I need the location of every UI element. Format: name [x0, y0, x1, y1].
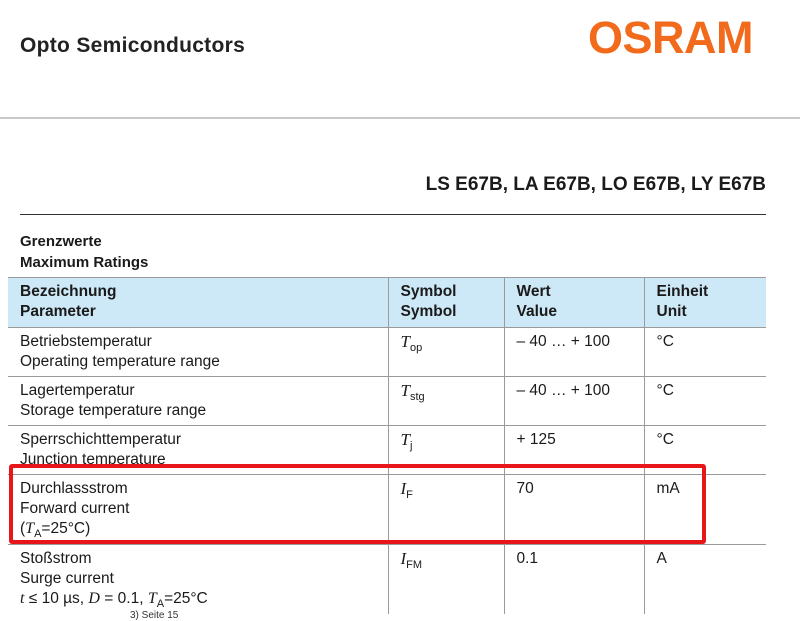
- parameter-cell: Sperrschichttemperatur Junction temperature: [8, 426, 388, 475]
- footnote-reference: 3) Seite 15: [130, 610, 179, 621]
- symbol-cell: $T_j$: [388, 426, 504, 475]
- unit-cell: mA: [644, 475, 766, 545]
- col-header-value: Wert Value: [504, 278, 644, 328]
- osram-logo: OSRAM: [588, 12, 753, 63]
- title-divider: [20, 214, 766, 215]
- col-header-symbol: Symbol Symbol: [388, 278, 504, 328]
- value-cell: – 40 … + 100: [504, 328, 644, 377]
- parameter-cell: Lagertemperatur Storage temperature range: [8, 377, 388, 426]
- symbol-cell: $I_{FM}$: [388, 545, 504, 615]
- value-cell: 70: [504, 475, 644, 545]
- unit-cell: °C: [644, 328, 766, 377]
- header-title: Opto Semiconductors: [20, 34, 246, 57]
- forward-current-highlight-box: [9, 464, 706, 544]
- col-header-parameter: Bezeichnung Parameter: [8, 278, 388, 328]
- table-row: [8, 328, 766, 377]
- unit-cell: °C: [644, 377, 766, 426]
- section-title-en: Maximum Ratings: [20, 254, 149, 271]
- parameter-cell: Durchlassstrom Forward current $(T_A=25^\circ C)$: [8, 475, 388, 545]
- table-row: [8, 545, 766, 615]
- table-header-row: [8, 278, 766, 328]
- document-title: LS E67B, LA E67B, LO E67B, LY E67B: [425, 174, 766, 195]
- symbol-cell: $T_{stg}$: [388, 377, 504, 426]
- section-title-de: Grenzwerte: [20, 233, 102, 250]
- unit-cell: °C: [644, 426, 766, 475]
- parameter-cell: Stoßstrom Surge current t ≤ 10 µs, D = 0.1, $T_A=25^\circ C$: [8, 545, 388, 615]
- unit-cell: A: [644, 545, 766, 615]
- maximum-ratings-table: [8, 277, 766, 614]
- table-row: [8, 377, 766, 426]
- symbol-cell: $I_F$: [388, 475, 504, 545]
- symbol-cell: $T_{op}$: [388, 328, 504, 377]
- parameter-cell: Betriebstemperatur Operating temperature range: [8, 328, 388, 377]
- value-cell: + 125: [504, 426, 644, 475]
- value-cell: – 40 … + 100: [504, 377, 644, 426]
- value-cell: 0.1: [504, 545, 644, 615]
- col-header-unit: Einheit Unit: [644, 278, 766, 328]
- header-divider: [0, 117, 800, 119]
